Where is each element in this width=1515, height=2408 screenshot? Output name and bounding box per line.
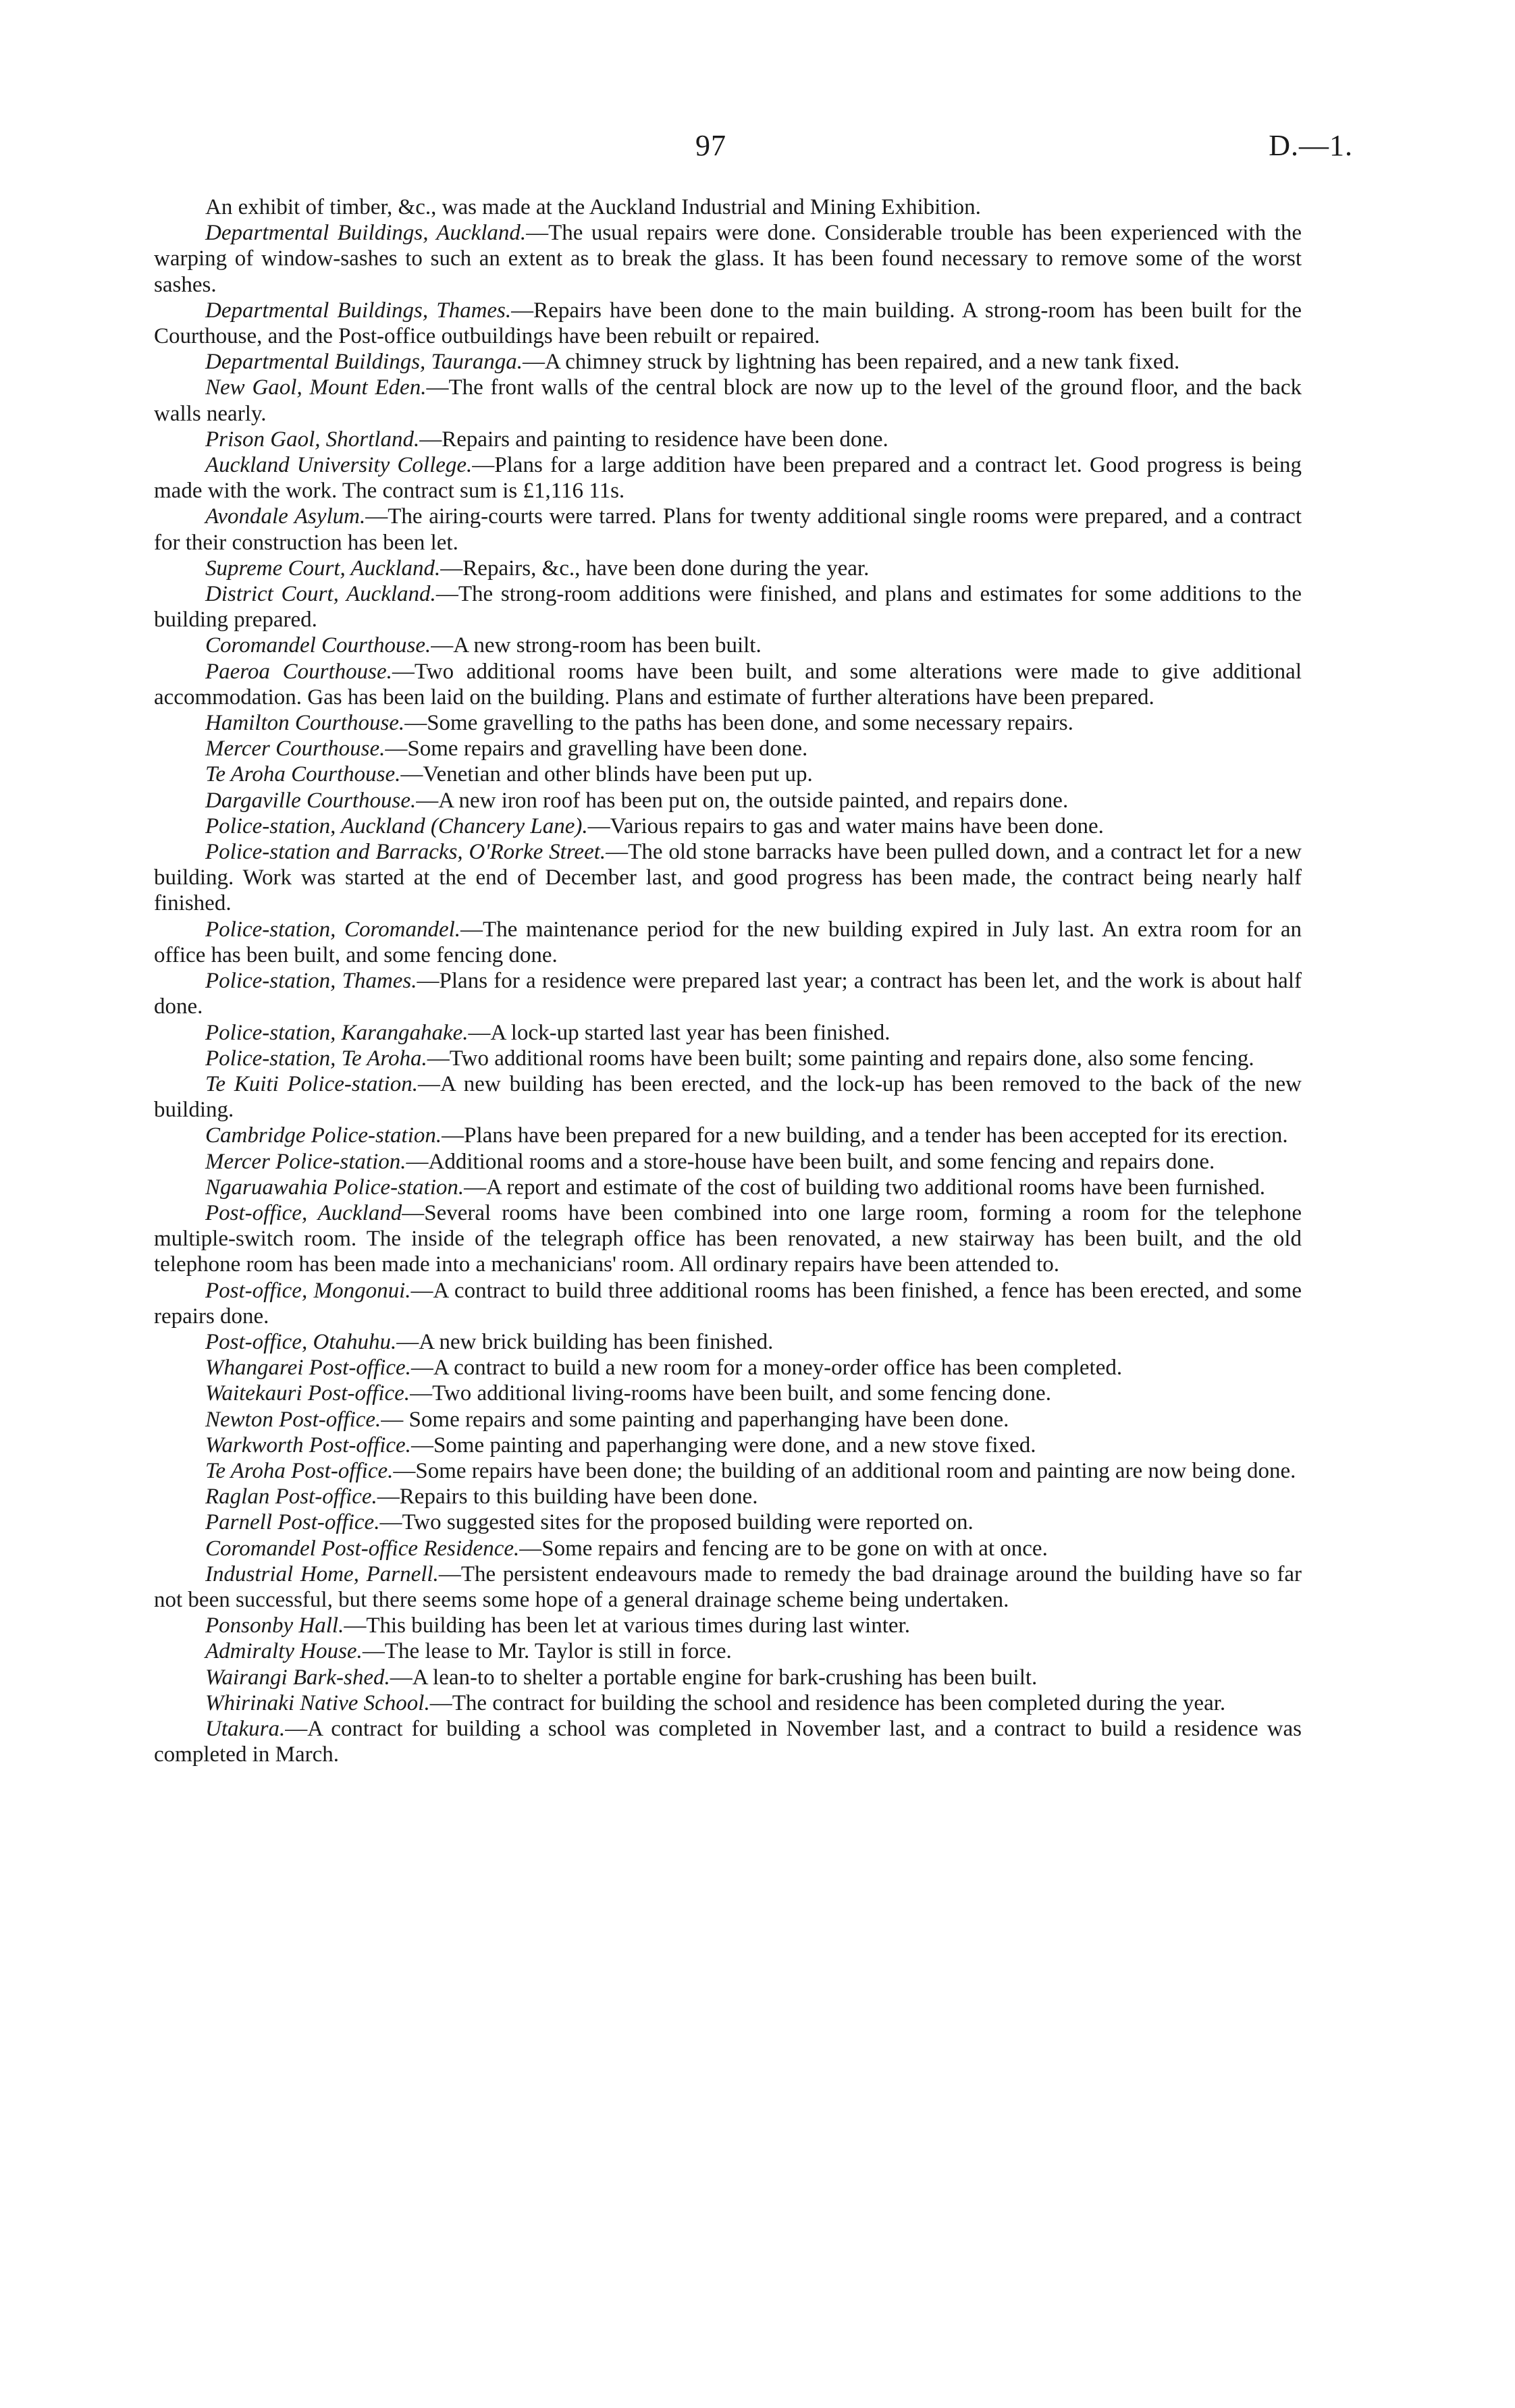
paragraph-text: —The old stone barracks have been pulled down, and a contract let for a new building. Work was started at the end of December last, and good progress has been made, the contract being nearly half finished.: [154, 840, 1302, 916]
paragraph-heading: Post-office, Otahuhu.: [205, 1329, 397, 1354]
paragraph-text: —Some repairs have been done; the building of an additional room and painting are now being done.: [393, 1458, 1296, 1483]
paragraph-text: —Repairs have been done to the main building. A strong-room has been built for the Courthouse, and the Post-office outbuildings have been rebuilt or repaired.: [154, 298, 1302, 349]
paragraph: [154, 736, 1302, 761]
paragraph-heading: Utakura.: [205, 1716, 286, 1741]
paragraph-heading: Post-office, Mongonui.: [205, 1278, 411, 1303]
paragraph-heading: Mercer Courthouse.: [205, 737, 386, 761]
paragraph-heading: Police-station, Thames.: [205, 969, 417, 994]
paragraph: [154, 556, 1302, 581]
paragraph: [154, 1638, 1302, 1664]
paragraph-text: —The airing-courts were tarred. Plans for twenty additional single rooms were prepared, and a contract for their construction has been let.: [154, 504, 1302, 555]
paragraph-text: — Some repairs and some painting and paperhanging have been done.: [381, 1407, 1009, 1432]
paragraph-text: —Two additional living-rooms have been built, and some fencing done.: [410, 1381, 1051, 1406]
paragraph-heading: Parnell Post-office.: [205, 1510, 380, 1535]
paragraph-heading: Cambridge Police-station.: [205, 1123, 442, 1148]
paragraph: [154, 1071, 1302, 1123]
paragraph-text: —The persistent endeavours made to remedy the bad drainage around the building have so far not been successful, but there seems some hope of a general drainage scheme being undertaken.: [154, 1561, 1302, 1612]
paragraph: [154, 1433, 1302, 1458]
paragraph: [154, 761, 1302, 787]
paragraph-text: —Repairs, &c., have been done during the year.: [440, 556, 870, 581]
paragraph-text: —This building has been let at various times during last winter.: [344, 1613, 910, 1638]
paragraph-text: —Various repairs to gas and water mains have been done.: [587, 813, 1104, 838]
paragraph: [154, 1716, 1302, 1767]
paragraph-text: —Plans have been prepared for a new building, and a tender has been accepted for its erection.: [442, 1123, 1288, 1148]
paragraph-heading: Hamilton Courthouse.: [205, 711, 405, 736]
paragraph: [154, 1123, 1302, 1148]
paragraph-heading: Whirinaki Native School.: [205, 1690, 430, 1715]
paragraph: [154, 1381, 1302, 1406]
paragraph-text: —Plans for a residence were prepared last year; a contract has been let, and the work is about half done.: [154, 969, 1302, 1019]
paragraph-heading: Paeroa Courthouse.: [205, 659, 392, 684]
paragraph-text: —Venetian and other blinds have been put up.: [400, 762, 813, 787]
paragraph-heading: Raglan Post-office.: [205, 1484, 377, 1509]
document-reference: D.—1.: [1269, 129, 1353, 162]
paragraph-text: —A new building has been erected, and the lock-up has been removed to the back of the new building.: [154, 1071, 1302, 1123]
paragraph-text: —A contract to build a new room for a money-order office has been completed.: [410, 1356, 1123, 1381]
paragraph-text: —Some painting and paperhanging were done, and a new stove fixed.: [410, 1433, 1036, 1457]
paragraph-heading: Police-station, Karangahake.: [205, 1020, 469, 1045]
paragraph: [154, 917, 1302, 968]
paragraph: [154, 1561, 1302, 1613]
paragraph: [154, 504, 1302, 555]
paragraph: [154, 710, 1302, 736]
paragraph-text: —A report and estimate of the cost of building two additional rooms have been furnished.: [464, 1175, 1265, 1200]
paragraph-text: —Several rooms have been combined into one large room, forming a room for the telephone multiple-switch room. The inside of the telegraph office has been renovated, a new stairway has been built, and the old telephone room has been made into a mechanicians' room. All ordinary repairs have been attended to.: [154, 1200, 1302, 1277]
paragraph: [154, 839, 1302, 917]
paragraph-text: —The front walls of the central block are now up to the level of the ground floor, and the back walls nearly.: [154, 375, 1302, 426]
paragraph-heading: Avondale Asylum.: [205, 504, 366, 529]
paragraph-text: —Some repairs and gravelling have been done.: [385, 737, 808, 761]
paragraph: [154, 1509, 1302, 1535]
paragraph-heading: Warkworth Post-office.: [205, 1433, 411, 1457]
paragraph-heading: New Gaol, Mount Eden.: [205, 375, 427, 400]
paragraph-heading: Coromandel Post-office Residence.: [205, 1536, 520, 1561]
paragraph-heading: Te Aroha Post-office.: [205, 1458, 394, 1483]
paragraph-text: —Two suggested sites for the proposed building were reported on.: [379, 1510, 974, 1535]
paragraph-heading: Police-station, Coromandel.: [205, 917, 461, 942]
paragraph-text: —Two additional rooms have been built; some painting and repairs done, also some fencing.: [427, 1046, 1254, 1071]
paragraph: [154, 1200, 1302, 1278]
paragraph-text: —Some gravelling to the paths has been done, and some necessary repairs.: [404, 711, 1073, 736]
paragraph-heading: Post-office, Auckland: [205, 1200, 402, 1225]
paragraph-heading: Ponsonby Hall.: [205, 1613, 344, 1638]
paragraph-text: An exhibit of timber, &c., was made at the Auckland Industrial and Mining Exhibition.: [205, 195, 981, 219]
paragraph-text: —Plans for a large addition have been prepared and a contract let. Good progress is being made with the work. The contract sum is £1,116 11s.: [154, 453, 1302, 504]
paragraph: [154, 1149, 1302, 1175]
paragraph: [154, 633, 1302, 658]
paragraph: [154, 1329, 1302, 1355]
paragraph: [154, 1355, 1302, 1381]
paragraph: [154, 581, 1302, 633]
paragraph-text: —Two additional rooms have been built, and some alterations were made to give additional accommodation. Gas has been laid on the building. Plans and estimate of further alterations have been prepared.: [154, 659, 1302, 710]
paragraph-heading: Police-station, Te Aroha.: [205, 1046, 427, 1071]
paragraph-text: —A new strong-room has been built.: [431, 633, 762, 658]
paragraph-heading: Police-station, Auckland (Chancery Lane).: [205, 813, 588, 838]
paragraph-heading: Coromandel Courthouse.: [205, 633, 431, 658]
paragraph-text: —The lease to Mr. Taylor is still in force.: [362, 1639, 732, 1664]
paragraph-heading: Departmental Buildings, Tauranga.: [205, 350, 523, 375]
paragraph-text: —A new brick building has been finished.: [396, 1329, 774, 1354]
paragraph-text: —A contract for building a school was completed in November last, and a contract to build a residence was completed in March.: [154, 1716, 1302, 1767]
paragraph: [154, 1046, 1302, 1071]
paragraph-heading: Whangarei Post-office.: [205, 1356, 411, 1381]
paragraph: [154, 1665, 1302, 1690]
paragraph-heading: Ngaruawahia Police-station.: [205, 1175, 464, 1200]
paragraph-heading: Departmental Buildings, Auckland.: [205, 221, 527, 246]
paragraph: [154, 427, 1302, 452]
paragraph-text: —A chimney struck by lightning has been repaired, and a new tank fixed.: [522, 350, 1180, 375]
paragraph: [154, 349, 1302, 375]
paragraph: [154, 1020, 1302, 1046]
paragraph-text: —Repairs to this building have been done.: [377, 1484, 758, 1509]
paragraph-text: —Some repairs and fencing are to be gone on with at once.: [519, 1536, 1048, 1561]
paragraph-text: —The contract for building the school and residence has been completed during the year.: [429, 1690, 1226, 1715]
paragraph-heading: Departmental Buildings, Thames.: [205, 298, 512, 323]
paragraph-heading: Industrial Home, Parnell.: [205, 1561, 439, 1586]
body-text: [154, 194, 1302, 1767]
paragraph: [154, 1690, 1302, 1716]
paragraph: [154, 452, 1302, 504]
paragraph-heading: Te Kuiti Police-station.: [205, 1071, 418, 1096]
paragraph: [154, 375, 1302, 426]
paragraph: [154, 788, 1302, 813]
paragraph-text: —A lean-to to shelter a portable engine for bark-crushing has been built.: [390, 1665, 1038, 1690]
paragraph: [154, 1458, 1302, 1484]
paragraph: [154, 194, 1302, 220]
paragraph-text: —A lock-up started last year has been finished.: [468, 1020, 891, 1045]
paragraph: [154, 298, 1302, 349]
paragraph: [154, 1278, 1302, 1329]
paragraph: [154, 1536, 1302, 1561]
paragraph-heading: Newton Post-office.: [205, 1407, 381, 1432]
paragraph: [154, 813, 1302, 839]
paragraph-text: —A contract to build three additional rooms has been finished, a fence has been erected, and some repairs done.: [154, 1278, 1302, 1329]
paragraph-text: —Additional rooms and a store-house have been built, and some fencing and repairs done.: [406, 1149, 1215, 1174]
paragraph-heading: Police-station and Barracks, O'Rorke Street.: [205, 840, 606, 865]
paragraph-text: —The strong-room additions were finished, and plans and estimates for some additions to the building prepared.: [154, 582, 1302, 633]
paragraph-heading: Mercer Police-station.: [205, 1149, 406, 1174]
paragraph: [154, 659, 1302, 710]
paragraph-heading: Waitekauri Post-office.: [205, 1381, 410, 1406]
paragraph: [154, 1484, 1302, 1509]
page-header: [0, 128, 1515, 176]
paragraph-heading: Wairangi Bark-shed.: [205, 1665, 390, 1690]
paragraph-heading: Admiralty House.: [205, 1639, 363, 1664]
paragraph: [154, 1613, 1302, 1638]
paragraph: [154, 1407, 1302, 1433]
paragraph-heading: Auckland University College.: [205, 453, 473, 478]
paragraph-text: —A new iron roof has been put on, the outside painted, and repairs done.: [416, 788, 1069, 813]
paragraph: [154, 1175, 1302, 1200]
paragraph-heading: Te Aroha Courthouse.: [205, 762, 401, 787]
paragraph-heading: Supreme Court, Auckland.: [205, 556, 441, 581]
paragraph-text: —The maintenance period for the new building expired in July last. An extra room for an office has been built, and some fencing done.: [154, 917, 1302, 967]
page-number: 97: [695, 129, 726, 162]
paragraph-text: —The usual repairs were done. Considerable trouble has been experienced with the warping of window-sashes to such an extent as to break the glass. It has been found necessary to remove some of the worst sashes.: [154, 221, 1302, 297]
paragraph-heading: Prison Gaol, Shortland.: [205, 427, 420, 452]
paragraph: [154, 968, 1302, 1019]
paragraph-heading: District Court, Auckland.: [205, 582, 436, 607]
paragraph-text: —Repairs and painting to residence have been done.: [419, 427, 888, 452]
paragraph: [154, 220, 1302, 298]
paragraph-heading: Dargaville Courthouse.: [205, 788, 417, 813]
